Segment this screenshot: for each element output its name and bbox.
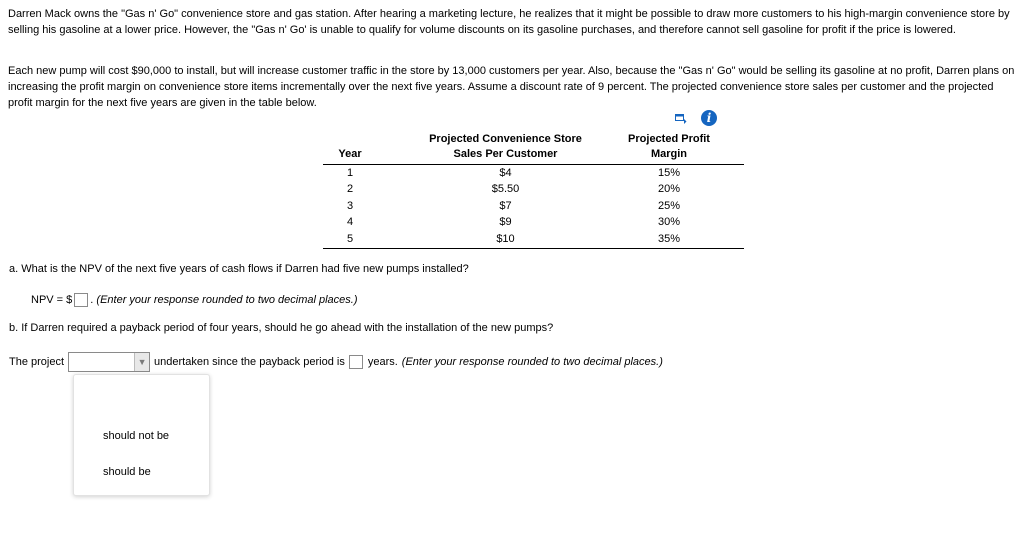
table-header-row: [323, 132, 744, 165]
question-a: a. What is the NPV of the next five years of cash flows if Darren had five new pumps installed?: [9, 263, 469, 275]
header-margin: [594, 132, 744, 165]
header-sales-line1: Projected Convenience Store: [429, 133, 582, 145]
option-should-not-be[interactable]: should not be: [103, 430, 170, 442]
payback-input[interactable]: [349, 355, 363, 369]
header-sales-line2: Sales Per Customer: [453, 148, 558, 160]
project-answer-line: [9, 352, 663, 372]
npv-input[interactable]: [74, 293, 88, 307]
cell-margin: 35%: [594, 231, 744, 249]
cell-margin: 25%: [657, 199, 681, 212]
cell-sales: $4: [499, 167, 512, 179]
intro-paragraph-1: Darren Mack owns the "Gas n' Go" convenience store and gas station. After hearing a marketing lecture, he realizes that it might be possible to draw more customers to his high-margin convenience store by selling his gasoline at a lower price. However, the "Gas n' Go' is unable to qualify for volume discounts on its gasoline purchases, and therefore cannot sell gasoline for profit if the price is lowered.: [8, 8, 1010, 36]
cell-year: 2: [346, 183, 354, 196]
table-row: [323, 198, 744, 214]
header-margin-line2: Margin: [650, 148, 688, 160]
project-label: The project: [9, 356, 65, 368]
cell-sales: $10: [377, 231, 594, 249]
project-decision-select[interactable]: [68, 352, 150, 372]
middle-text: undertaken since the payback period is: [154, 356, 345, 368]
info-icon[interactable]: i: [701, 110, 717, 126]
npv-answer-line: [31, 293, 357, 307]
header-margin-line1: Projected Profit: [628, 133, 710, 145]
decision-dropdown-menu: [73, 374, 210, 496]
cell-sales: $9: [499, 216, 512, 229]
option-should-be[interactable]: should be: [103, 466, 151, 478]
table-row: [323, 231, 744, 249]
npv-hint: (Enter your response rounded to two decimal places.): [96, 294, 358, 306]
header-sales: [377, 132, 594, 165]
payback-hint: (Enter your response rounded to two decimal places.): [401, 356, 663, 368]
cell-year: 3: [346, 199, 354, 212]
projection-table: [323, 132, 744, 249]
years-label: years.: [367, 356, 398, 368]
cell-margin: 20%: [657, 183, 681, 196]
cell-sales: $5.50: [491, 183, 520, 196]
header-year: Year: [323, 132, 377, 165]
cell-margin: 15%: [657, 167, 681, 179]
table-row: [323, 165, 744, 182]
cell-year: 5: [323, 231, 377, 249]
npv-label: NPV = $: [31, 294, 73, 306]
cell-year: 1: [346, 167, 354, 179]
chevron-down-icon[interactable]: ▼: [134, 353, 149, 371]
npv-suffix: .: [90, 294, 97, 306]
data-tools-icon[interactable]: [675, 114, 687, 124]
intro-paragraph-2: Each new pump will cost $90,000 to install, but will increase customer traffic in the store by 13,000 customers per year. Also, because the "Gas n' Go" would be selling its gasoline at no profit, Darren plans on increasing the profit margin on convenience store items incrementally over the next five years. Assume a discount rate of 9 percent. The projected convenience store sales per customer and the projected profit margin for the next five years are given in the table below.: [8, 65, 1015, 109]
cell-margin: 30%: [657, 216, 681, 229]
cell-sales: $7: [499, 199, 512, 212]
table-row: [323, 214, 744, 230]
cell-year: 4: [346, 216, 354, 229]
question-b: b. If Darren required a payback period of four years, should he go ahead with the installation of the new pumps?: [9, 322, 554, 334]
table-row: [323, 181, 744, 197]
